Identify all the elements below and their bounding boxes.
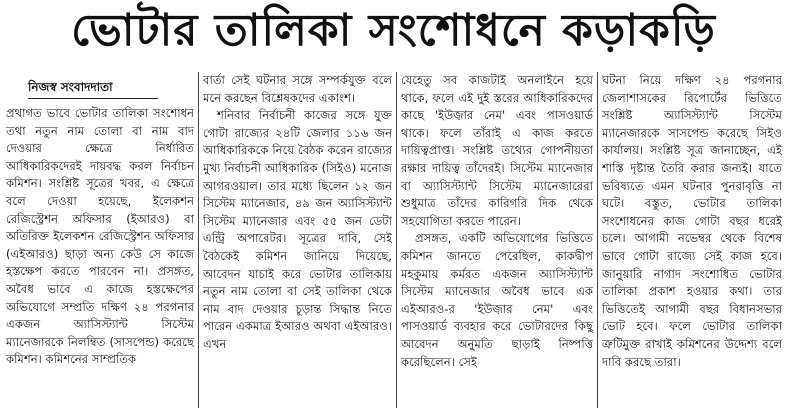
column-4 <box>602 72 782 408</box>
column-divider <box>396 72 397 408</box>
byline: নিজস্ব সংবাদদাতা <box>28 78 158 99</box>
paragraph: যেহেতু সব কাজটাই অনলাইনে হয়ে থাকে, ফলে এই দুই স্তরের আধিকারিকদের কাছে 'ইউজ়ার নেম' এবং পাসওয়ার্ড থাকে। ফলে তাঁরাই এ কাজ করতে দায়িত্বপ্রাপ্ত। সংশ্লিষ্ট তথ্যের গোপনীয়তা রক্ষার দায়িত্ব তাঁদেরই। সিস্টেম ম্যানেজার বা অ্যাসিস্ট্যান্ট সিস্টেম ম্যানেজারেরা শুধুমাত্র তাঁদের কারিগরি দিক থেকে সহযোগিতা করতে পারেন। <box>401 73 593 228</box>
headline: ভোটার তালিকা সংশোধনে কড়াকড়ি <box>71 4 716 56</box>
paragraph: শনিবার নির্বাচনী কাজের সঙ্গে যুক্ত গোটা রাজ্যের ২৪টি জেলার ১১৬ জন আধিকারিককে নিয়ে বৈঠক করেন রাজ্যের মুখ্য নির্বাচনী আধিকারিক (সিইও) মনোজ আগরওয়াল। তার মধ্যে ছিলেন ১২ জন সিস্টেম ম্যানেজার, ৪৯ জন অ্যাসিস্ট্যান্ট সিস্টেম ম্যানেজার এবং ৫৫ জন ডেটা এন্ট্রি অপারেটর। সূত্রের দাবি, সেই বৈঠকেই কমিশন জানিয়ে দিয়েছে, আবেদন যাচাই করে ভোটার তালিকায় নতুন নাম তোলা বা সেই তালিকা থেকে নাম বাদ দেওয়ার চূড়ান্ত সিদ্ধান্ত নিতে পারেন একমাত্র ইআরও অথবা এইআরও। এখন <box>203 108 392 351</box>
paragraph: প্রসঙ্গত, একটি অভিযোগের ভিত্তিতে কমিশন জানতে পেরেছিল, কাকদ্বীপ মহকুমায় কর্মরত একজন অ্যাসিস্ট্যান্ট সিস্টেম ম্যানেজার অবৈধ ভাবে এক এইআরও-র 'ইউজ়ার নেম' এবং পাসওয়ার্ড ব্যবহার করে ভোটারদের কিছু আবেদন অনুমতি ছাড়াই নিষ্পত্তি করেছিলেন। সেই <box>401 231 593 369</box>
column-divider <box>198 72 199 408</box>
paragraph: ঘটনা নিয়ে দক্ষিণ ২৪ পরগনার জেলাশাসকের রিপোর্টের ভিত্তিতে সংশ্লিষ্ট অ্যাসিস্ট্যান্ট সিস্টেম ম্যানেজারকে সাসপেন্ড করেছে সিইও কার্যালয়। সংশ্লিষ্ট সূত্র জানাচ্ছেন, এই শাস্তি দৃষ্টান্ত তৈরি করার জন্যই। যাতে ভবিষ্যতে এমন ঘটনার পুনরাবৃত্তি না ঘটে। বস্তুত, ভোটার তালিকা সংশোধনের কাজ গোটা বছর ধরেই চলে। আগামী নভেম্বর থেকে বিশেষ ভাবে গোটা রাজ্যে সেই কাজ হবে। জানুয়ারি নাগাদ সংশোধিত ভোটার তালিকা প্রকাশ হওয়ার কথা। তার ভিত্তিতেই আগামী বছর বিধানসভার ভোট হবে। ফলে ভোটার তালিকা ত্রুটিমুক্ত রাখাই কমিশনের উদ্দেশ্য বলে দাবি করছে তারা। <box>602 73 782 369</box>
paragraph: প্রথাগত ভাবে ভোটার তালিকা সংশোধন তথা নতুন নাম তোলা বা নাম বাদ দেওয়ার ক্ষেত্রে নির্ধারিত আধিকারিকদেরই দায়বদ্ধ করল নির্বাচন কমিশন। সংশ্লিষ্ট সূত্রের খবর, এ ক্ষেত্রে বলে দেওয়া হয়েছে, ইলেকশন রেজিস্ট্রেশন অফিসার (ইআরও) বা অতিরিক্ত ইলেকশন রেজিস্ট্রেশন অফিসার (এইআরও) ছাড়া অন্য কেউ সে কাজে হস্তক্ষেপ করতে পারবেন না। প্রসঙ্গত, অবৈধ ভাবে এ কাজে হস্তক্ষেপের অভিযোগে সম্প্রতি দক্ষিণ ২৪ পরগনার একজন অ্যাসিস্ট্যান্ট সিস্টেম ম্যানেজারকে নিলম্বিত (সাসপেন্ড) করেছে কমিশন। কমিশনের সাম্প্রতিক <box>6 106 194 367</box>
paragraph: বার্তা সেই ঘটনার সঙ্গে সম্পর্কযুক্ত বলে মনে করছেন বিশ্লেষকদের একাংশ। <box>203 73 392 105</box>
column-divider <box>597 72 598 408</box>
column-2 <box>203 72 392 408</box>
column-1 <box>6 72 194 408</box>
column-3 <box>401 72 593 408</box>
